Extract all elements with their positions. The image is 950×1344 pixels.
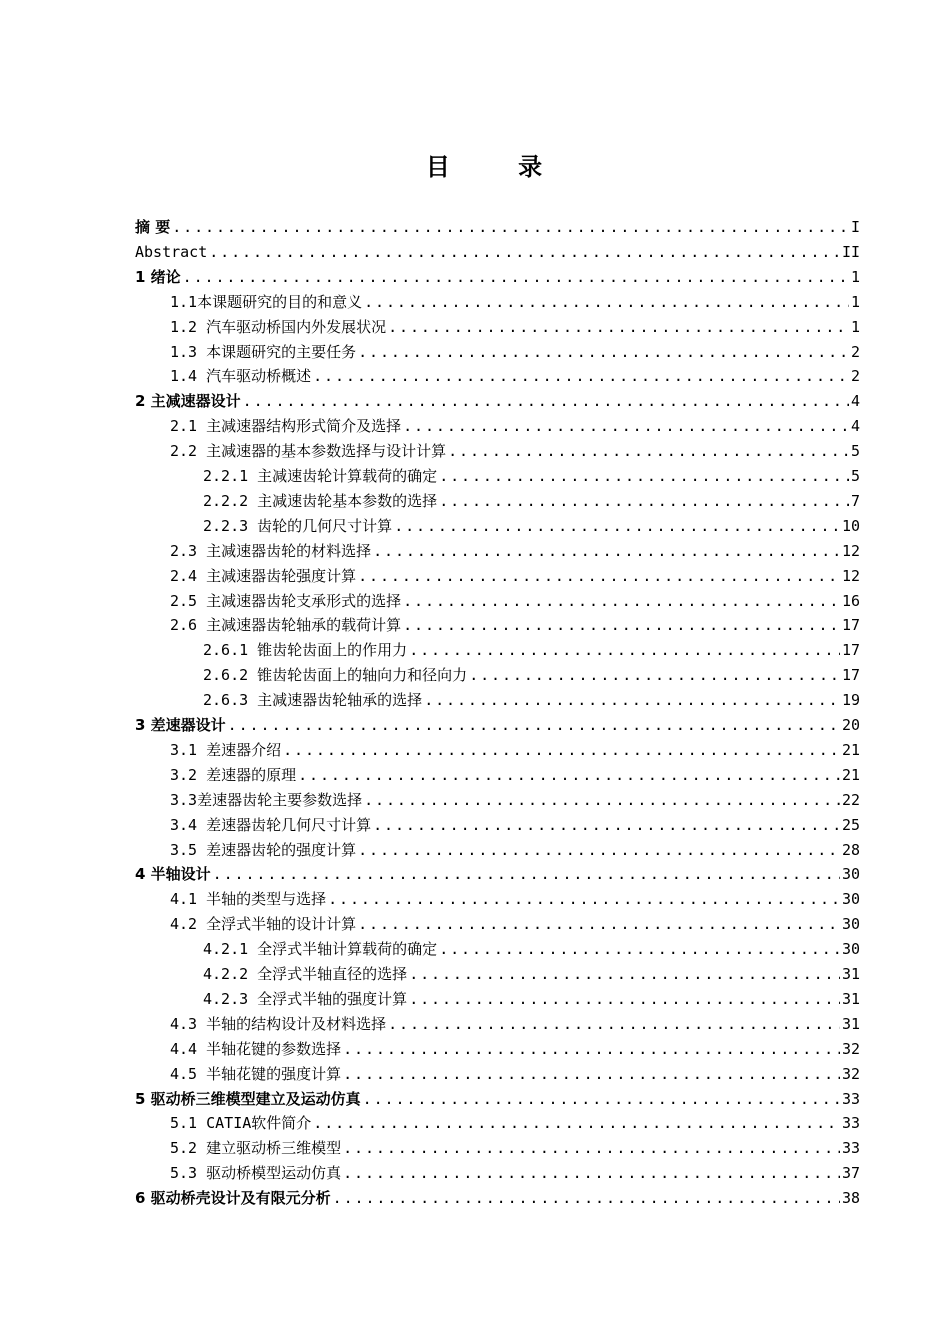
toc-entry-page-number: I bbox=[850, 218, 860, 236]
toc-entry[interactable] bbox=[170, 436, 860, 461]
toc-entry-label: 4 半轴设计 bbox=[135, 865, 211, 884]
toc-entry-label: 3.1 差速器介绍 bbox=[170, 740, 282, 759]
toc-dot-leader bbox=[373, 541, 840, 561]
toc-dot-leader bbox=[313, 1113, 840, 1133]
toc-entry-page-number: 32 bbox=[841, 1064, 860, 1083]
toc-entry[interactable] bbox=[170, 785, 860, 810]
toc-dot-leader bbox=[183, 267, 849, 287]
toc-entry-page-number: 5 bbox=[850, 442, 860, 461]
toc-entry-page-number: 30 bbox=[841, 865, 860, 884]
toc-entry[interactable] bbox=[170, 586, 860, 611]
toc-entry[interactable] bbox=[170, 536, 860, 561]
toc-dot-leader bbox=[358, 840, 840, 860]
toc-entry-page-number: 12 bbox=[841, 541, 860, 560]
toc-entry-label: 6 驱动桥壳设计及有限元分析 bbox=[135, 1189, 331, 1208]
toc-entry[interactable] bbox=[203, 660, 860, 685]
toc-entry-label: 4.1 半轴的类型与选择 bbox=[170, 890, 327, 909]
toc-entry[interactable] bbox=[170, 411, 860, 436]
toc-entry-label: 3.2 差速器的原理 bbox=[170, 765, 297, 784]
toc-dot-leader bbox=[213, 864, 840, 884]
toc-entry-label: 2.6.3 主减速器齿轮轴承的选择 bbox=[203, 691, 423, 710]
toc-dot-leader bbox=[343, 1064, 840, 1084]
toc-dot-leader bbox=[172, 217, 849, 237]
toc-entry[interactable] bbox=[135, 237, 860, 262]
toc-entry[interactable] bbox=[203, 635, 860, 660]
toc-entry-page-number: 7 bbox=[850, 491, 860, 510]
toc-entry[interactable] bbox=[170, 1108, 860, 1133]
toc-entry-label: 2 主减速器设计 bbox=[135, 392, 241, 411]
toc-entry[interactable] bbox=[170, 1034, 860, 1059]
toc-entry-label: 3.3差速器齿轮主要参数选择 bbox=[170, 790, 363, 809]
toc-entry[interactable] bbox=[203, 511, 860, 536]
toc-dot-leader bbox=[403, 416, 849, 436]
toc-dot-leader bbox=[328, 889, 840, 909]
toc-entry-label: 5.3 驱动桥模型运动仿真 bbox=[170, 1164, 342, 1183]
toc-entry-label: 2.2 主减速器的基本参数选择与设计计算 bbox=[170, 442, 447, 461]
toc-dot-leader bbox=[358, 342, 849, 362]
toc-entry[interactable] bbox=[170, 1158, 860, 1183]
toc-entry-label: 3.5 差速器齿轮的强度计算 bbox=[170, 840, 357, 859]
toc-entry[interactable] bbox=[203, 984, 860, 1009]
toc-dot-leader bbox=[394, 516, 840, 536]
toc-entry-label: 3 差速器设计 bbox=[135, 716, 226, 734]
toc-entry-page-number: 5 bbox=[850, 467, 860, 485]
toc-entry-page-number: 2 bbox=[850, 342, 860, 361]
toc-entry-page-number: 1 bbox=[850, 267, 860, 286]
toc-entry-page-number: 17 bbox=[841, 641, 860, 660]
toc-entry-page-number: 21 bbox=[841, 765, 860, 784]
toc-entry-label: 1 绪论 bbox=[135, 267, 181, 286]
toc-entry-label: 4.4 半轴花键的参数选择 bbox=[170, 1039, 342, 1058]
toc-entry[interactable] bbox=[203, 685, 860, 710]
toc-entry-page-number: 1 bbox=[850, 292, 860, 311]
toc-entry-page-number: 33 bbox=[841, 1139, 860, 1158]
toc-dot-leader bbox=[409, 964, 840, 984]
toc-entry-label: 2.6 主减速器齿轮轴承的载荷计算 bbox=[170, 616, 402, 635]
toc-entry[interactable] bbox=[170, 287, 860, 312]
toc-entry[interactable] bbox=[170, 361, 860, 386]
toc-entry-label: 4.2 全浮式半轴的设计计算 bbox=[170, 915, 357, 934]
toc-entry-page-number: 17 bbox=[841, 666, 860, 685]
toc-entry-label: 2.2.3 齿轮的几何尺寸计算 bbox=[203, 516, 393, 535]
toc-entry-label: 4.2.3 全浮式半轴的强度计算 bbox=[203, 989, 408, 1008]
toc-entry[interactable] bbox=[135, 1084, 860, 1109]
toc-entry[interactable] bbox=[170, 1009, 860, 1034]
toc-entry-label: 3.4 差速器齿轮几何尺寸计算 bbox=[170, 815, 372, 834]
toc-entry-page-number: 12 bbox=[841, 566, 860, 585]
toc-entry-page-number: 33 bbox=[841, 1089, 860, 1108]
toc-entry-page-number: 16 bbox=[841, 591, 860, 610]
toc-dot-leader bbox=[403, 591, 840, 611]
toc-dot-leader bbox=[373, 815, 840, 835]
toc-entry-page-number: 38 bbox=[841, 1189, 860, 1208]
toc-entry-page-number: 2 bbox=[850, 367, 860, 386]
toc-dot-leader bbox=[343, 1039, 840, 1059]
toc-entry-label: 5 驱动桥三维模型建立及运动仿真 bbox=[135, 1089, 361, 1108]
toc-dot-leader bbox=[209, 242, 840, 262]
toc-dot-leader bbox=[358, 914, 840, 934]
toc-entry-label: 2.6.2 锥齿轮齿面上的轴向力和径向力 bbox=[203, 666, 468, 685]
toc-entry-page-number: 31 bbox=[841, 989, 860, 1008]
toc-entry-page-number: 32 bbox=[841, 1039, 860, 1058]
toc-dot-leader bbox=[439, 491, 849, 511]
toc-dot-leader bbox=[313, 366, 849, 386]
toc-entry[interactable] bbox=[170, 909, 860, 934]
toc-entry[interactable] bbox=[135, 859, 860, 884]
toc-entry-label: 2.1 主减速器结构形式简介及选择 bbox=[170, 417, 402, 436]
toc-entry-label: 4.5 半轴花键的强度计算 bbox=[170, 1064, 342, 1083]
toc-entry-page-number: 31 bbox=[841, 965, 860, 983]
toc-dot-leader bbox=[364, 292, 849, 312]
toc-entry-page-number: 30 bbox=[841, 890, 860, 909]
toc-entry[interactable] bbox=[203, 959, 860, 984]
toc-entry-label: 2.2.1 主减速齿轮计算载荷的确定 bbox=[203, 467, 438, 485]
toc-dot-leader bbox=[424, 690, 840, 710]
toc-entry-page-number: 25 bbox=[841, 815, 860, 834]
toc-dot-leader bbox=[298, 765, 840, 785]
toc-dot-leader bbox=[448, 441, 849, 461]
toc-entry-page-number: 4 bbox=[850, 392, 860, 411]
toc-entry-label: 2.6.1 锥齿轮齿面上的作用力 bbox=[203, 641, 408, 660]
toc-entry[interactable] bbox=[135, 1183, 860, 1208]
toc-entry[interactable] bbox=[170, 835, 860, 860]
toc-dot-leader bbox=[439, 466, 849, 486]
toc-dot-leader bbox=[343, 1163, 840, 1183]
toc-entry[interactable] bbox=[203, 934, 860, 959]
toc-dot-leader bbox=[403, 615, 840, 635]
toc-entry-page-number: 21 bbox=[841, 740, 860, 759]
toc-entry-label: 1.2 汽车驱动桥国内外发展状况 bbox=[170, 317, 387, 336]
toc-entry[interactable] bbox=[203, 486, 860, 511]
toc-entry[interactable] bbox=[170, 561, 860, 586]
toc-entry[interactable] bbox=[203, 461, 860, 486]
toc-entry[interactable] bbox=[170, 312, 860, 337]
toc-entry-page-number: 28 bbox=[841, 840, 860, 859]
toc-dot-leader bbox=[409, 989, 840, 1009]
toc-entry-label: 摘 要 bbox=[135, 218, 171, 236]
toc-dot-leader bbox=[243, 391, 849, 411]
toc-entry[interactable] bbox=[170, 760, 860, 785]
toc-dot-leader bbox=[409, 640, 840, 660]
toc-entry-label: 4.3 半轴的结构设计及材料选择 bbox=[170, 1014, 387, 1033]
toc-entry[interactable] bbox=[135, 212, 860, 237]
toc-entry-label: 4.2.2 全浮式半轴直径的选择 bbox=[203, 965, 408, 983]
toc-entry[interactable] bbox=[170, 1059, 860, 1084]
toc-entry-page-number: 10 bbox=[841, 516, 860, 535]
toc-dot-leader bbox=[363, 1089, 840, 1109]
toc-entry-label: 2.3 主减速器齿轮的材料选择 bbox=[170, 541, 372, 560]
toc-entry-page-number: 31 bbox=[841, 1014, 860, 1033]
toc-dot-leader bbox=[283, 740, 840, 760]
toc-entry-page-number: 30 bbox=[841, 915, 860, 934]
toc-entry[interactable] bbox=[170, 735, 860, 760]
toc-entry-label: 2.4 主减速器齿轮强度计算 bbox=[170, 566, 357, 585]
toc-entry-page-number: 30 bbox=[841, 940, 860, 959]
toc-entry-label: 1.1本课题研究的目的和意义 bbox=[170, 292, 363, 311]
toc-dot-leader bbox=[439, 939, 840, 959]
toc-entry-label: 2.2.2 主减速齿轮基本参数的选择 bbox=[203, 491, 438, 510]
page-title: 目 录 bbox=[425, 152, 573, 181]
toc-entry-label: 1.4 汽车驱动桥概述 bbox=[170, 367, 312, 386]
toc-entry-label: 5.1 CATIA软件简介 bbox=[170, 1114, 312, 1133]
toc-entry[interactable] bbox=[135, 710, 860, 735]
toc-entry[interactable] bbox=[135, 262, 860, 287]
toc-entry-page-number: II bbox=[841, 242, 860, 261]
toc-dot-leader bbox=[364, 790, 840, 810]
toc-dot-leader bbox=[333, 1188, 840, 1208]
toc-entry-page-number: 19 bbox=[841, 691, 860, 710]
toc-entry-label: 2.5 主减速器齿轮支承形式的选择 bbox=[170, 591, 402, 610]
toc-dot-leader bbox=[388, 317, 849, 337]
toc-entry[interactable] bbox=[170, 337, 860, 362]
toc-entry-label: 1.3 本课题研究的主要任务 bbox=[170, 342, 357, 361]
toc-entry[interactable] bbox=[170, 884, 860, 909]
toc-dot-leader bbox=[388, 1014, 840, 1034]
toc-entry-label: 5.2 建立驱动桥三维模型 bbox=[170, 1139, 342, 1158]
toc-entry[interactable] bbox=[170, 1133, 860, 1158]
toc-entry-page-number: 20 bbox=[841, 716, 860, 734]
toc-entry-label: Abstract bbox=[135, 242, 208, 261]
toc-entry-page-number: 4 bbox=[850, 417, 860, 436]
toc-entry-page-number: 22 bbox=[841, 790, 860, 809]
toc-dot-leader bbox=[469, 665, 840, 685]
toc-entry-page-number: 17 bbox=[841, 616, 860, 635]
toc-dot-leader bbox=[228, 715, 840, 735]
toc-dot-leader bbox=[358, 566, 840, 586]
toc-entry-page-number: 1 bbox=[850, 317, 860, 336]
toc-entry-page-number: 33 bbox=[841, 1114, 860, 1133]
toc-entry[interactable] bbox=[170, 810, 860, 835]
toc-dot-leader bbox=[343, 1138, 840, 1158]
toc-entry[interactable] bbox=[135, 386, 860, 411]
toc-entry-label: 4.2.1 全浮式半轴计算载荷的确定 bbox=[203, 940, 438, 959]
toc-entry-page-number: 37 bbox=[841, 1164, 860, 1183]
toc-entry[interactable] bbox=[170, 610, 860, 635]
